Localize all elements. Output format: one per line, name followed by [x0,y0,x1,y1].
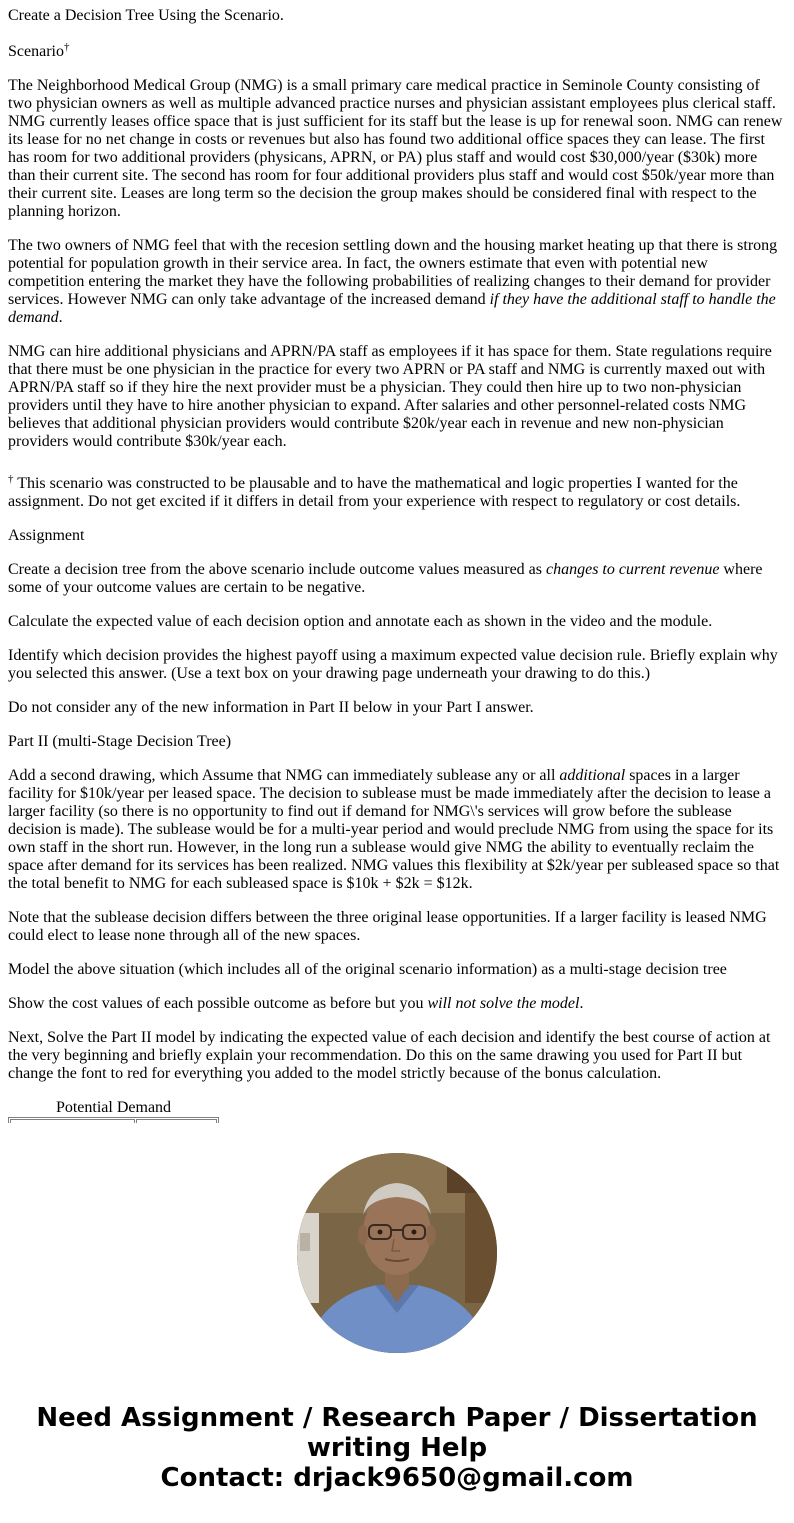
part2-paragraph-5: Next, Solve the Part II model by indicating the expected value of each decision and identify the best course of action at the very beginning and briefly explain your recommendation. Do this on the same drawing you used for Part II but change the font to red for everything you added to the model strictly because of the bonus calculation. [8,1029,771,1082]
part2-paragraph-4-text: Show the cost values of each possible outcome as before but you [8,995,428,1012]
scenario-paragraph-2-emphasis: if they have the additional staff to handle the demand [8,291,776,326]
assignment-paragraph-3: Identify which decision provides the highest payoff using a maximum expected value decision rule. Briefly explain why you selected this answer. (Use a text box on your drawing page underneath your drawing to do this.) [8,647,778,682]
scenario-heading [8,43,786,61]
avatar [297,1153,497,1353]
part2-paragraph-1-text: Add a second drawing, which Assume that NMG can immediately sublease any or all [8,767,560,784]
promo-line-1: Need Assignment / Research Paper / Dissertation [36,1403,758,1433]
promo-contact: Contact: drjack9650@gmail.com [160,1463,634,1493]
assignment-paragraph-2: Calculate the expected value of each decision option and annotate each as shown in the video and the module. [8,613,713,630]
part2-paragraph-2: Note that the sublease decision differs between the three original lease opportunities. If a larger facility is leased NMG could elect to lease none through all of the new spaces. [8,909,767,944]
scenario-paragraph-2-text: The two owners of NMG feel that with the recesion settling down and the housing market heating up that there is strong potential for population growth in their service area. In fact, the owners estimate that even with potential new competition entering the market they have the following probabilities of realizing changes to their demand for provider services. However NMG can only take advantage of the increased demand [8,237,778,308]
scenario-heading-text: Scenario [8,43,64,60]
table-cell [10,1119,135,1123]
assignment-paragraph-1-end: where some of your outcome values are certain to be negative. [8,561,763,596]
scenario-paragraph-1: The Neighborhood Medical Group (NMG) is a small primary care medical practice in Seminole County consisting of two physician owners as well as multiple advanced practice nurses and physician assistant employees plus clerical staff. NMG currently leases office space that is just sufficient for its staff but the lease is up for renewal soon. NMG can renew its lease for no net change in costs or revenues but also has found two additional office spaces they can lease. The first has room for two additional providers (physicans, APRN, or PA) plus staff and would cost $30,000/year ($30k) more than their current site. The second has room for four additional providers plus staff and would cost $50k/year more than their current site. Leases are long term so the decision the group makes should be considered final with respect to the planning horizon. [8,77,783,220]
part2-heading: Part II (multi-Stage Decision Tree) [8,733,232,750]
assignment-paragraph-1 [8,561,786,597]
part2-paragraph-1-end: spaces in a larger facility for $10k/year per leased space. The decision to sublease must be made immediately after the decision to lease a larger facility (so there is no opportunity to find out if demand for NMG\'s services will grow before the sublease decision is made). The sublease would be for a multi-year period and would preclude NMG from using the space for its own staff in the short run. However, in the long run a sublease would give NMG the ability to eventually reclaim the space after demand for its services has been realized. NMG values this flexibility at $2k/year per subleased space so that the total benefit to NMG for each subleased space is $10k + $2k = $12k. [8,767,780,892]
assignment-paragraph-4: Do not consider any of the new information in Part II below in your Part I answer. [8,699,534,716]
part2-paragraph-4-end: . [579,995,584,1012]
part2-paragraph-3: Model the above situation (which includes all of the original scenario information) as a multi-stage decision tree [8,961,727,978]
document-body [8,7,786,1099]
scenario-paragraph-2-end: . [58,309,63,326]
dagger-mark: † [63,41,70,53]
part2-paragraph-1-emphasis: additional [559,767,626,784]
page-title: Create a Decision Tree Using the Scenario. [8,7,284,24]
scenario-paragraph-2 [8,237,786,327]
promo-banner [0,1403,794,1493]
promo-line-2: writing Help [306,1433,488,1463]
table-cell [136,1119,217,1123]
scenario-paragraph-3: NMG can hire additional physicians and APRN/PA staff as employees if it has space for them. State regulations require that there must be one physician in the practice for every two APRN or PA staff and NMG is currently maxed out with APRN/PA staff so if they hire the next provider must be a physician. They could then hire up to two non-physician providers until they have to hire another physician to expand. After salaries and other personnel-related costs NMG believes that additional physician providers would contribute $20k/year each in revenue and new non-physician providers would contribute $30k/year each. [8,343,772,450]
footnote-dagger: † [8,473,14,485]
assignment-heading: Assignment [8,527,85,544]
part2-paragraph-4-emphasis: will not solve the model [427,995,580,1012]
footnote-text: This scenario was constructed to be plausable and to have the mathematical and logic properties I wanted for the assignment. Do not get excited if it differs in detail from your experience with respect to regulatory or cost details. [8,475,741,510]
part2-paragraph-1 [8,767,786,893]
table-row [8,1117,219,1123]
footnote [8,475,786,511]
table-caption: Potential Demand [55,1099,172,1116]
portrait-image [297,1153,497,1353]
part2-paragraph-4 [8,995,786,1013]
potential-demand-table [8,1099,219,1123]
assignment-paragraph-1-emphasis: changes to current revenue [546,561,720,578]
assignment-paragraph-1-text: Create a decision tree from the above scenario include outcome values measured as [8,561,546,578]
